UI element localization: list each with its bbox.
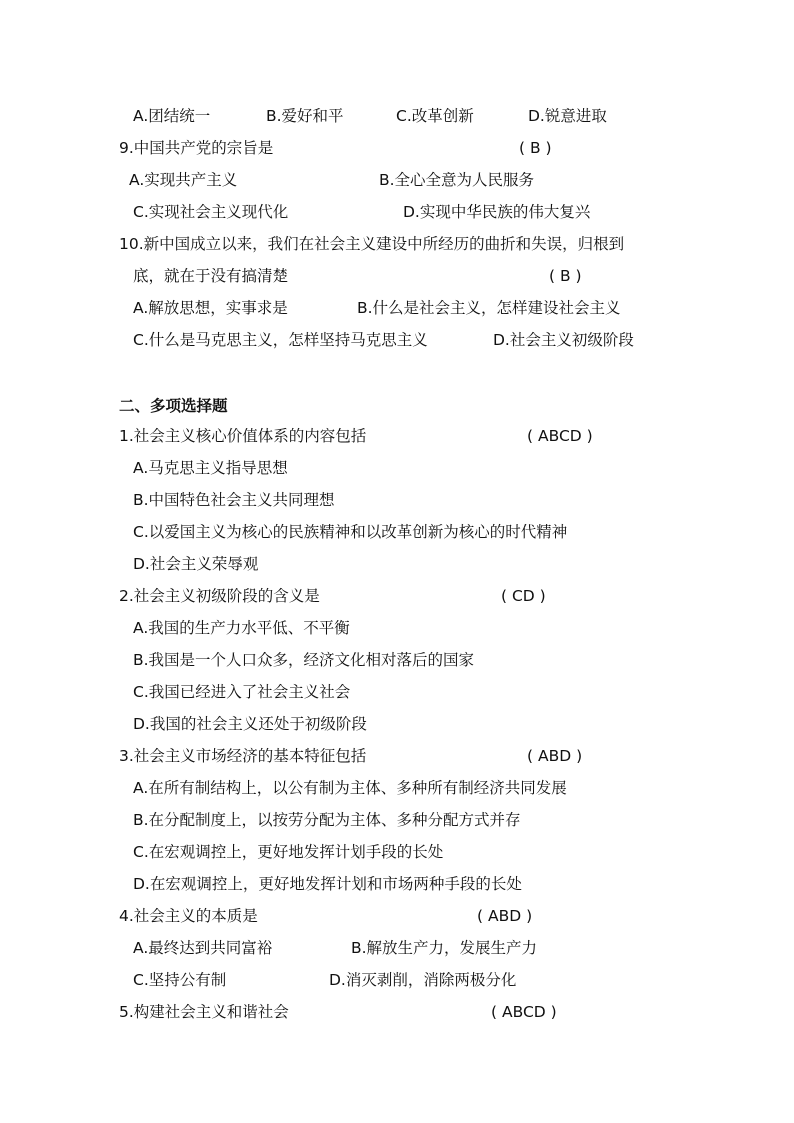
text-line: ( ABCD ) — [491, 1003, 557, 1021]
text-line: B.全心全意为人民服务 — [379, 171, 535, 189]
text-line: A.我国的生产力水平低、不平衡 — [133, 619, 350, 637]
text-line: 1.社会主义核心价值体系的内容包括 — [119, 427, 367, 445]
text-line: 底，就在于没有搞清楚 — [133, 267, 289, 285]
text-line: 2.社会主义初级阶段的含义是 — [119, 587, 320, 605]
text-line: A.马克思主义指导思想 — [133, 459, 288, 477]
text-line: A.在所有制结构上，以公有制为主体、多种所有制经济共同发展 — [133, 779, 567, 797]
text-line: C.坚持公有制 — [133, 971, 227, 989]
text-line: B.我国是一个人口众多，经济文化相对落后的国家 — [133, 651, 475, 669]
text-line: D.在宏观调控上，更好地发挥计划和市场两种手段的长处 — [133, 875, 522, 893]
text-line: C.在宏观调控上，更好地发挥计划手段的长处 — [133, 843, 444, 861]
text-line: D.实现中华民族的伟大复兴 — [403, 203, 591, 221]
section-heading: 二、多项选择题 — [119, 397, 228, 415]
text-line: 3.社会主义市场经济的基本特征包括 — [119, 747, 367, 765]
text-line: B.中国特色社会主义共同理想 — [133, 491, 335, 509]
text-line: 10.新中国成立以来，我们在社会主义建设中所经历的曲折和失误，归根到 — [119, 235, 625, 253]
text-line: C.实现社会主义现代化 — [133, 203, 289, 221]
text-line: C.以爱国主义为核心的民族精神和以改革创新为核心的时代精神 — [133, 523, 568, 541]
text-line: A.实现共产主义 — [129, 171, 238, 189]
text-line: B.什么是社会主义，怎样建设社会主义 — [357, 299, 621, 317]
text-line: 9.中国共产党的宗旨是 — [119, 139, 274, 157]
text-line: 4.社会主义的本质是 — [119, 907, 258, 925]
text-line: C.什么是马克思主义，怎样坚持马克思主义 — [133, 331, 428, 349]
text-line: ( B ) — [549, 267, 582, 285]
text-line: C.我国已经进入了社会主义社会 — [133, 683, 351, 701]
text-line: B.爱好和平 — [266, 107, 344, 125]
text-line: A.解放思想，实事求是 — [133, 299, 288, 317]
text-line: D.社会主义初级阶段 — [493, 331, 634, 349]
text-line: B.解放生产力，发展生产力 — [351, 939, 538, 957]
text-line: ( ABCD ) — [527, 427, 593, 445]
text-line: ( ABD ) — [527, 747, 583, 765]
text-line: D.我国的社会主义还处于初级阶段 — [133, 715, 367, 733]
text-line: D.消灭剥削，消除两极分化 — [329, 971, 517, 989]
text-line: 5.构建社会主义和谐社会 — [119, 1003, 289, 1021]
text-line: A.最终达到共同富裕 — [133, 939, 273, 957]
text-line: ( CD ) — [501, 587, 546, 605]
text-line: D.锐意进取 — [528, 107, 607, 125]
text-line: ( ABD ) — [477, 907, 533, 925]
text-line: A.团结统一 — [133, 107, 211, 125]
text-line: ( B ) — [519, 139, 552, 157]
text-line: C.改革创新 — [396, 107, 474, 125]
text-line: D.社会主义荣辱观 — [133, 555, 259, 573]
text-line: B.在分配制度上，以按劳分配为主体、多种分配方式并存 — [133, 811, 521, 829]
